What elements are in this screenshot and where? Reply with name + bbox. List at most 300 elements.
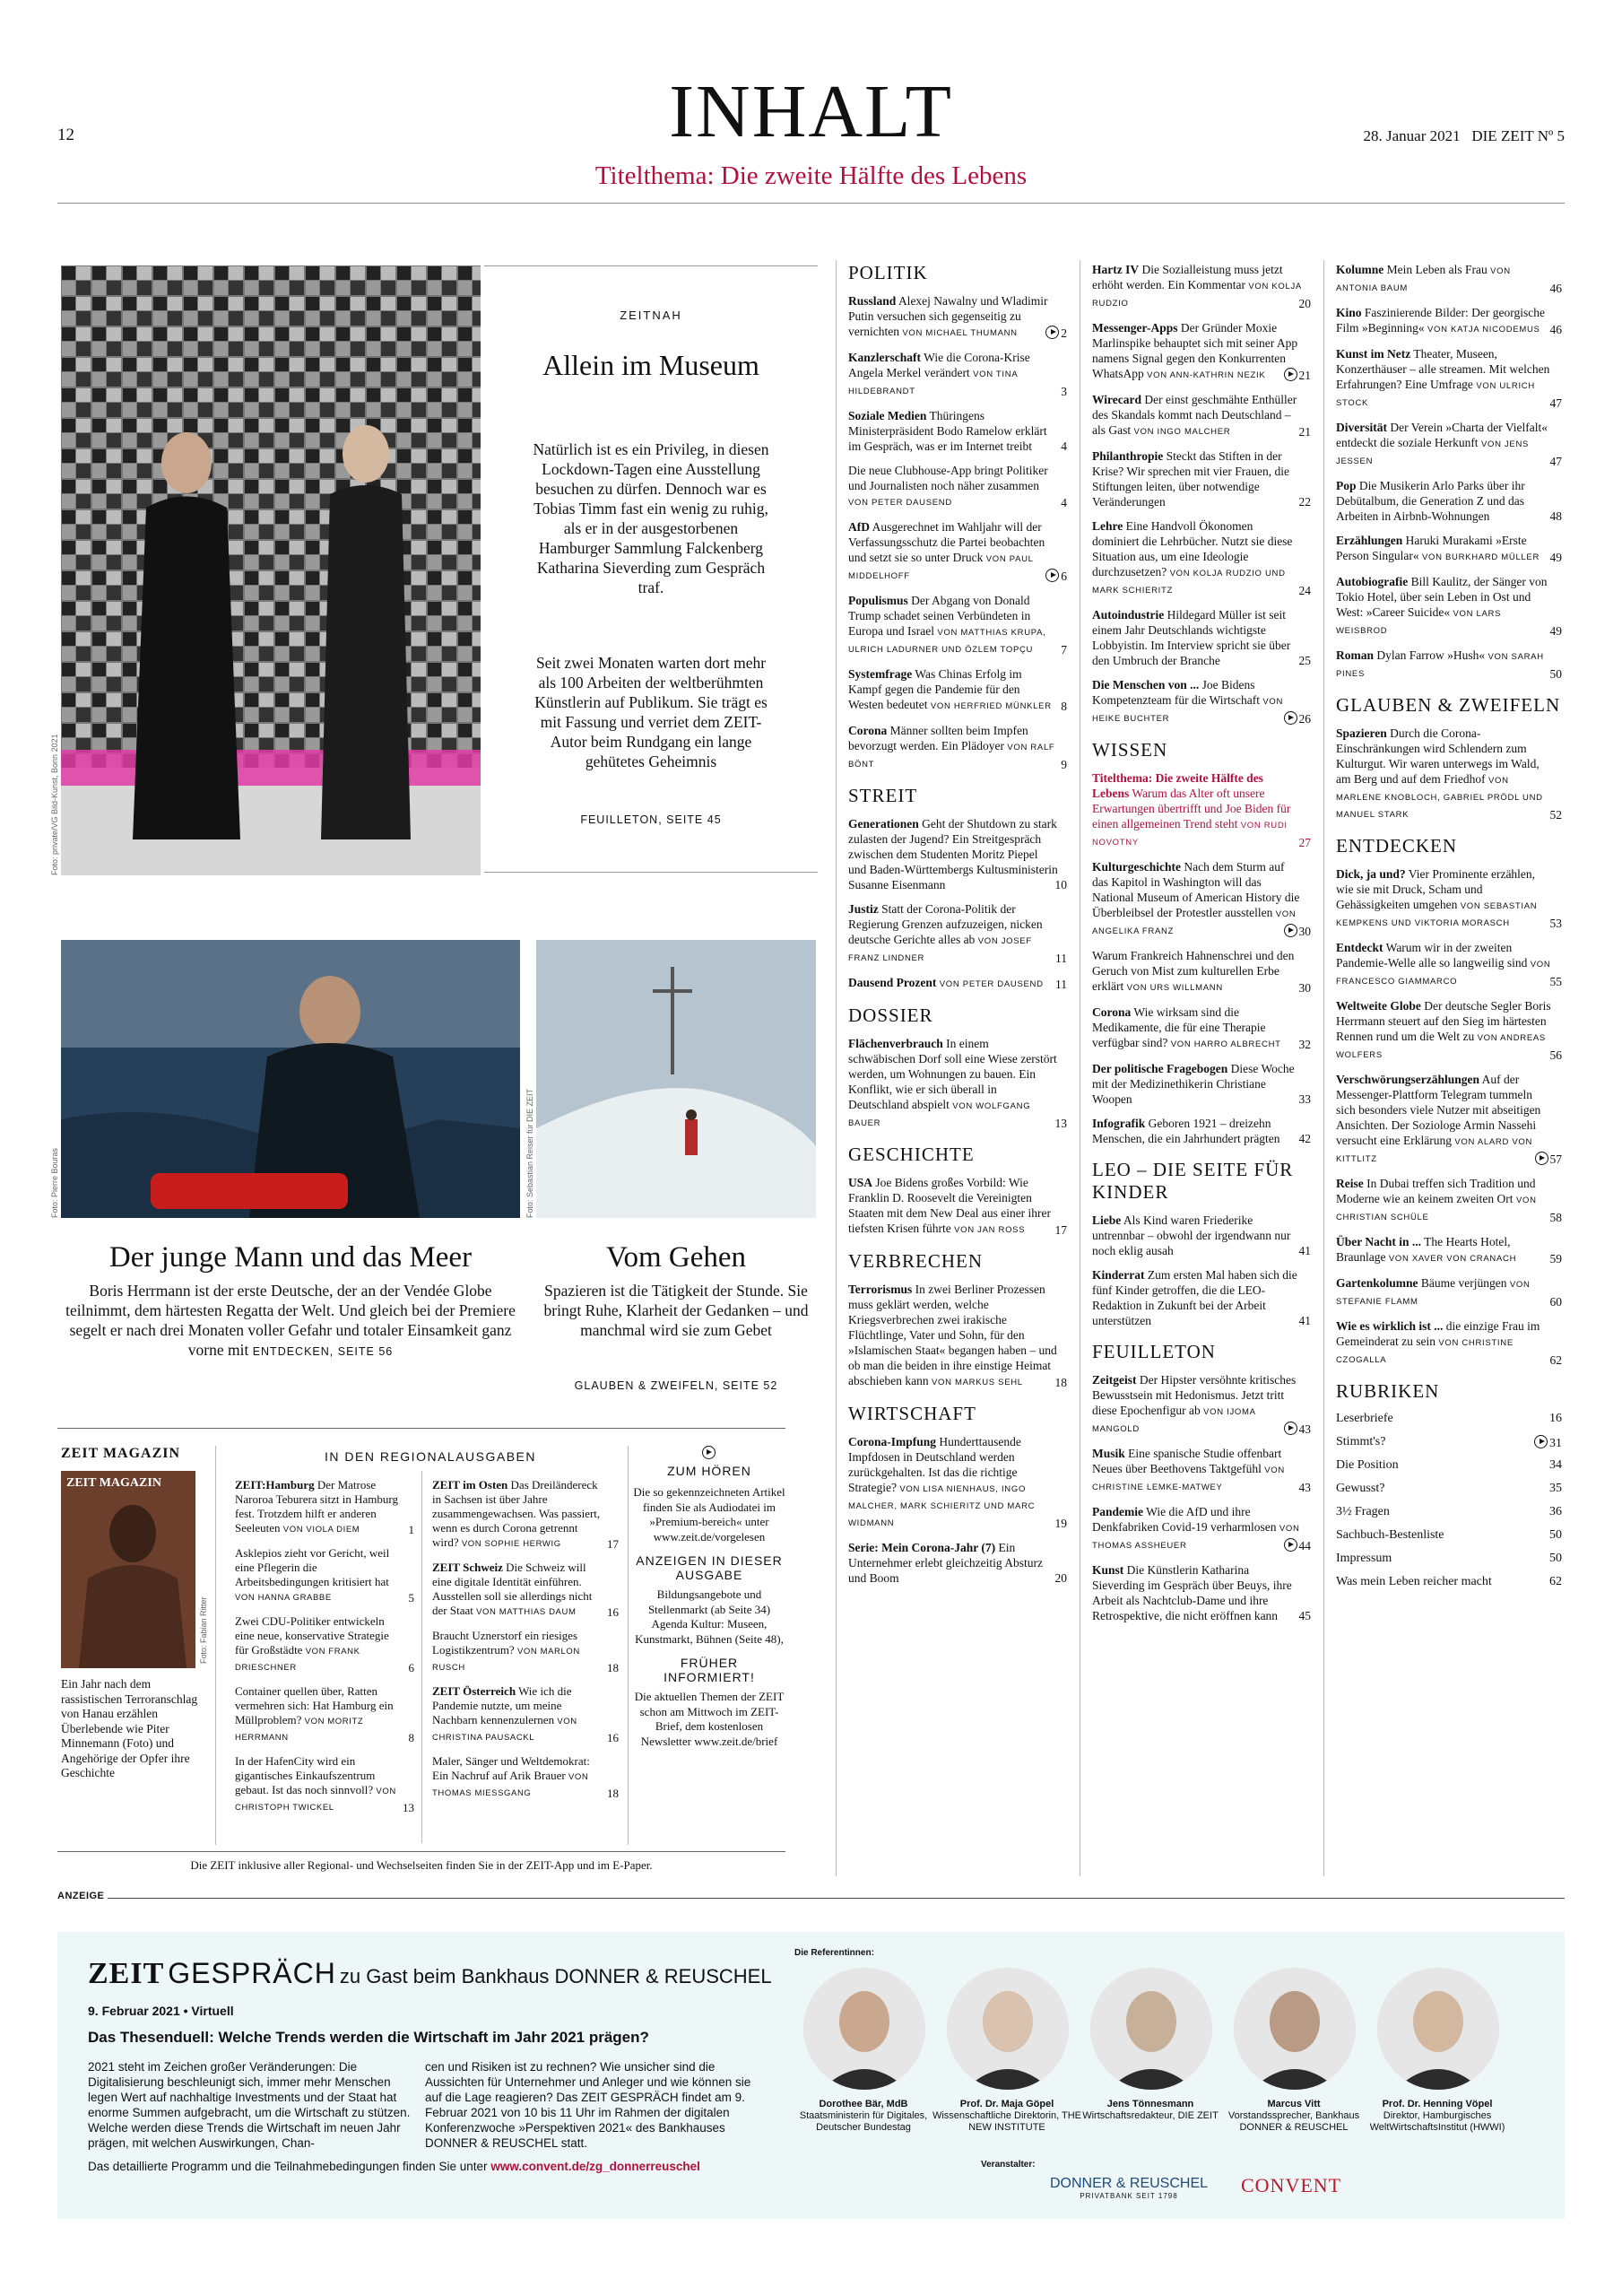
toc-entry[interactable] bbox=[848, 1540, 1067, 1586]
toc-entry-page-wrap bbox=[1296, 494, 1312, 509]
toc-entry-page: 50 bbox=[1549, 667, 1562, 681]
toc-entry-author: VON JAN ROSS bbox=[954, 1225, 1026, 1235]
regional-item[interactable] bbox=[432, 1629, 619, 1675]
speaker-photo bbox=[1090, 1968, 1212, 2090]
ad-speakers-label: Die Referentinnen: bbox=[794, 1948, 874, 1958]
toc-entry-lead: Pop bbox=[1336, 479, 1357, 492]
toc-entry[interactable] bbox=[848, 975, 1067, 992]
rubrik-item[interactable] bbox=[1336, 1552, 1562, 1566]
story-title[interactable]: Vom Gehen bbox=[605, 1241, 747, 1274]
rubrik-title: Stimmt's? bbox=[1336, 1435, 1386, 1448]
ad-organizer: Veranstalter: bbox=[981, 2160, 1036, 2170]
toc-entry-text: die einzige Frau im Gemeinderat zu sein bbox=[1336, 1319, 1540, 1348]
ad-more-text: Das detaillierte Programm und die Teilnahmebedingungen finden Sie unter bbox=[88, 2160, 488, 2173]
toc-entry-text: Geboren 1921 – dreizehn Menschen, die ein Jahrhundert prägten bbox=[1092, 1117, 1280, 1145]
toc-entry[interactable] bbox=[1336, 1318, 1562, 1368]
toc-entry[interactable] bbox=[848, 463, 1067, 510]
toc-entry[interactable] bbox=[848, 408, 1067, 454]
toc-entry-page: 21 bbox=[1298, 369, 1311, 382]
regional-item[interactable] bbox=[235, 1754, 414, 1815]
regional-item-page: 16 bbox=[607, 1731, 619, 1744]
toc-entry-text: Warum das Alter oft unsere Erwartungen übertrifft und Joe Biden für einen allgemeinen Trend steht bbox=[1092, 787, 1291, 831]
toc-entry[interactable] bbox=[1336, 648, 1562, 682]
rubrik-page-wrap bbox=[1549, 1482, 1562, 1496]
story-ref[interactable]: ENTDECKEN, SEITE 56 bbox=[252, 1345, 394, 1358]
toc-entry-page: 9 bbox=[1061, 758, 1067, 771]
regional-item[interactable] bbox=[235, 1478, 414, 1537]
play-icon[interactable] bbox=[1284, 924, 1297, 937]
speaker-photo bbox=[803, 1968, 925, 2090]
rubrik-item[interactable] bbox=[1336, 1482, 1562, 1496]
toc-entry-author: VON THOMAS ASSHEUER bbox=[1092, 1524, 1300, 1551]
toc-entry-lead: Philanthropie bbox=[1092, 449, 1164, 463]
speaker-name-text: Jens Tönnesmann bbox=[1106, 2099, 1194, 2109]
rubrik-item[interactable] bbox=[1336, 1435, 1562, 1449]
toc-entry-author: VON CHRISTIAN SCHÜLE bbox=[1336, 1196, 1537, 1222]
regional-item[interactable] bbox=[235, 1546, 414, 1605]
toc-entry-page: 46 bbox=[1549, 282, 1562, 295]
toc-entry-lead: Corona bbox=[848, 724, 888, 737]
toc-entry[interactable] bbox=[1336, 262, 1562, 296]
toc-entry-text: Der Verein »Charta der Vielfalt« entdeckt die soziale Herkunft bbox=[1336, 421, 1548, 449]
play-icon[interactable] bbox=[1284, 1422, 1297, 1435]
regional-item-text: Zwei CDU-Politiker entwickeln eine neue, konservative Strategie für Großstädte bbox=[235, 1614, 389, 1657]
toc-entry-text: Mein Leben als Frau bbox=[1386, 263, 1488, 276]
toc-entry[interactable] bbox=[1092, 1213, 1311, 1258]
sailor-photo bbox=[61, 940, 520, 1218]
rubrik-title: Impressum bbox=[1336, 1552, 1392, 1565]
regional-item-lead: ZEIT im Osten bbox=[432, 1478, 508, 1492]
toc-entry-page: 11 bbox=[1055, 952, 1067, 965]
toc-entry[interactable] bbox=[1092, 1562, 1311, 1623]
play-icon[interactable] bbox=[1045, 569, 1059, 582]
toc-entry[interactable] bbox=[1092, 1267, 1311, 1328]
toc-entry[interactable] bbox=[1092, 392, 1311, 439]
toc-entry[interactable] bbox=[848, 1036, 1067, 1131]
toc-entry-lead: Serie: Mein Corona-Jahr (7) bbox=[848, 1541, 996, 1554]
page-number: 12 bbox=[57, 126, 74, 144]
toc-entry[interactable] bbox=[1336, 726, 1562, 822]
toc-entry-text: Hunderttausende Impfdosen in Deutschland werden zurückgehalten. Ist das die richtige Strategie? bbox=[848, 1435, 1021, 1494]
toc-entry-page: 41 bbox=[1298, 1244, 1311, 1257]
rubrik-item[interactable] bbox=[1336, 1458, 1562, 1473]
toc-entry-author: VON CHRISTINE LEMKE-MATWEY bbox=[1092, 1465, 1285, 1492]
toc-entry-page-wrap bbox=[1052, 1516, 1068, 1531]
regional-item[interactable] bbox=[235, 1614, 414, 1675]
toc-entry[interactable] bbox=[1336, 940, 1562, 989]
toc-entry-text: Joe Bidens Kompetenzteam für die Wirtschaft bbox=[1092, 678, 1261, 707]
rubrik-title: Gewusst? bbox=[1336, 1482, 1385, 1495]
rubrik-item[interactable] bbox=[1336, 1528, 1562, 1543]
play-icon[interactable] bbox=[1284, 368, 1297, 381]
toc-entry-text: Eine spanische Studie offenbart Neues über Beethovens Taktgefühl bbox=[1092, 1447, 1282, 1475]
toc-entry-lead: Soziale Medien bbox=[848, 409, 927, 422]
toc-section-title: VERBRECHEN bbox=[848, 1250, 984, 1272]
toc-entry[interactable] bbox=[848, 593, 1067, 657]
regional-item-page: 8 bbox=[408, 1731, 414, 1744]
toc-entry-page: 59 bbox=[1549, 1252, 1562, 1265]
regional-item-page: 6 bbox=[408, 1661, 414, 1674]
toc-column bbox=[848, 262, 1067, 1595]
toc-entry[interactable] bbox=[1336, 1275, 1562, 1309]
toc-entry-lead: Terrorismus bbox=[848, 1283, 913, 1296]
toc-entry[interactable] bbox=[1336, 1072, 1562, 1167]
regional-item[interactable] bbox=[432, 1478, 619, 1552]
regional-item-author: VON MORITZ HERRMANN bbox=[235, 1717, 364, 1743]
toc-section-title: STREIT bbox=[848, 785, 918, 806]
toc-entry-page: 3 bbox=[1061, 385, 1067, 398]
toc-entry-author: VON PAUL MIDDELHOFF bbox=[848, 554, 1034, 581]
toc-entry-page: 43 bbox=[1298, 1481, 1311, 1494]
toc-entry-text: Die neue Clubhouse-App bringt Politiker und Journalisten noch näher zusammen bbox=[848, 464, 1048, 492]
toc-entry-page: 60 bbox=[1549, 1295, 1562, 1309]
regional-item-page: 1 bbox=[408, 1523, 414, 1536]
story-ref[interactable]: GLAUBEN & ZWEIFELN, SEITE 52 bbox=[574, 1379, 778, 1392]
toc-entry[interactable] bbox=[848, 666, 1067, 714]
ad-headline: Das Thesenduell: Welche Trends werden die Wirtschaft im Jahr 2021 prägen? bbox=[88, 2029, 649, 2046]
regional-item-text: Das Dreiländereck in Sachsen ist über Jahre zusammengewachsen. Was passiert, wenn es durch Corona getrennt wird? bbox=[432, 1478, 601, 1549]
toc-entry-lead: Kinderrat bbox=[1092, 1268, 1145, 1282]
toc-entry-page-wrap bbox=[1296, 1091, 1312, 1107]
page-title: INHALT bbox=[669, 70, 953, 153]
toc-entry-lead: Populismus bbox=[848, 594, 908, 607]
regional-item-page: 17 bbox=[607, 1537, 619, 1551]
regional-item[interactable] bbox=[432, 1684, 619, 1745]
toc-entry-author: VON FRANCESCO GIAMMARCO bbox=[1336, 960, 1551, 987]
toc-entry-page-wrap bbox=[1531, 1152, 1563, 1167]
toc-entry[interactable] bbox=[848, 293, 1067, 341]
toc-entry-author: VON URS WILLMANN bbox=[1126, 983, 1223, 993]
toc-entry-page-wrap bbox=[1547, 916, 1563, 931]
hoeren-text: Die so gekennzeichneten Artikel finden Sie als Audiodatei im »Premium-bereich« unter www.zeit.de/vorgelesen bbox=[633, 1485, 785, 1544]
toc-entry[interactable] bbox=[848, 519, 1067, 584]
rubrik-page: 31 bbox=[1549, 1437, 1562, 1450]
speaker-photo bbox=[1234, 1968, 1356, 2090]
toc-entry-page: 56 bbox=[1549, 1048, 1562, 1062]
feature-kicker: ZEITNAH bbox=[620, 309, 682, 322]
toc-entry-text: Warum Frankreich Hahnenschrei und den Geruch von Mist zum kulturellen Erbe erklärt bbox=[1092, 949, 1295, 993]
toc-entry-text: Durch die Corona-Einschränkungen wird Schlendern zum Kulturgut. Wir waren unterwegs im Wald, am Berg und auf dem Friedhof bbox=[1336, 726, 1540, 786]
toc-entry[interactable] bbox=[1092, 262, 1311, 311]
toc-entry-text: Was Chinas Erfolg im Kampf gegen die Pandemie für den Westen bedeutet bbox=[848, 667, 1022, 711]
regional-item-author: VON CHRISTOPH TWICKEL bbox=[235, 1787, 396, 1813]
toc-entry-author: VON MATTHIAS KRUPA, ULRICH LADURNER UND ÖZLEM TOPÇU bbox=[848, 628, 1046, 655]
toc-entry-page-wrap bbox=[1296, 653, 1312, 668]
regional-item-text: Container quellen über, Ratten vermehren sich: Hat Hamburg ein Müllproblem? bbox=[235, 1684, 394, 1726]
newsletter-text[interactable]: Die aktuellen Themen der ZEIT schon am Mittwoch im ZEIT-Brief, dem kostenlosen Newsletter www.zeit.de/brief bbox=[634, 1690, 785, 1748]
story-title[interactable]: Der junge Mann und das Meer bbox=[108, 1241, 473, 1274]
toc-entry-author: VON MARKUS SEHL bbox=[931, 1378, 1023, 1387]
toc-entry-page: 49 bbox=[1549, 624, 1562, 638]
toc-entry-page: 7 bbox=[1061, 643, 1067, 657]
ads-head: ANZEIGEN IN DIESER AUSGABE bbox=[636, 1553, 783, 1582]
rubrik-page: 36 bbox=[1549, 1505, 1562, 1518]
toc-entry-author: VON HARRO ALBRECHT bbox=[1170, 1039, 1281, 1049]
toc-entry[interactable] bbox=[1092, 607, 1311, 668]
toc-entry-author: VON ANTONIA BAUM bbox=[1336, 266, 1511, 293]
ad-brand-gespraech: GESPRÄCH bbox=[168, 1957, 336, 1989]
toc-entry-author: VON ANDREAS WOLFERS bbox=[1336, 1033, 1546, 1060]
toc-entry-text: Dylan Farrow »Hush« bbox=[1376, 648, 1486, 662]
rubrik-page-wrap bbox=[1549, 1552, 1562, 1566]
toc-entry[interactable] bbox=[848, 816, 1067, 892]
toc-entry-author: VON JOSEF FRANZ LINDNER bbox=[848, 936, 1032, 963]
toc-entry-text: Alexej Nawalny und Wladimir Putin versuchen sich gegenseitig zu vernichten bbox=[848, 294, 1048, 338]
toc-entry-page-wrap bbox=[1042, 326, 1067, 341]
toc-entry-page-wrap bbox=[1547, 807, 1563, 822]
regional-item-lead: ZEIT Schweiz bbox=[432, 1561, 503, 1574]
speaker-name bbox=[1074, 2099, 1227, 2122]
rubrik-page-wrap bbox=[1549, 1505, 1562, 1519]
toc-entry[interactable] bbox=[848, 1175, 1067, 1238]
toc-entry[interactable] bbox=[848, 901, 1067, 966]
toc-entry[interactable] bbox=[848, 1434, 1067, 1531]
toc-entry-page-wrap bbox=[1296, 835, 1312, 850]
ad-logo-convent: CONVENT bbox=[1241, 2174, 1342, 2196]
toc-entry-author: VON JENS JESSEN bbox=[1336, 439, 1530, 466]
rubrik-page: 50 bbox=[1549, 1552, 1562, 1565]
toc-section-title: ENTDECKEN bbox=[1336, 835, 1457, 857]
toc-entry-text: Die Sozialleistung muss jetzt erhöht werden. Ein Kommentar bbox=[1092, 263, 1283, 291]
play-icon[interactable] bbox=[1284, 711, 1297, 725]
feature-ref[interactable]: FEUILLETON, SEITE 45 bbox=[580, 813, 722, 826]
regional-item-page: 18 bbox=[607, 1787, 619, 1800]
toc-entry-page-wrap bbox=[1052, 877, 1068, 892]
rubrik-page: 34 bbox=[1549, 1458, 1562, 1472]
hoeren-head: ZUM HÖREN bbox=[667, 1464, 751, 1478]
toc-entry-page-wrap bbox=[1052, 1222, 1068, 1238]
toc-section-title: RUBRIKEN bbox=[1336, 1380, 1440, 1402]
toc-entry-page: 44 bbox=[1298, 1539, 1311, 1552]
toc-entry[interactable] bbox=[1092, 1061, 1311, 1107]
speaker-role: Wirtschaftsredakteur, DIE ZEIT bbox=[1082, 2110, 1219, 2121]
toc-entry-page-wrap bbox=[1296, 1480, 1312, 1495]
toc-entry-lead: Corona-Impfung bbox=[848, 1435, 937, 1448]
toc-entry-text: Theater, Museen, Konzerthäuser – alle streamen. Mit welchen Erfahrungen? Eine Umfrage bbox=[1336, 347, 1550, 391]
toc-entry[interactable] bbox=[1092, 1116, 1311, 1146]
toc-entry-lead: Hartz IV bbox=[1092, 263, 1140, 276]
toc-entry-page: 48 bbox=[1549, 509, 1562, 523]
toc-entry-page: 27 bbox=[1298, 836, 1311, 849]
toc-entry[interactable] bbox=[1336, 346, 1562, 411]
toc-entry-author: VON IJOMA MANGOLD bbox=[1092, 1407, 1256, 1434]
toc-entry-lead: Wirecard bbox=[1092, 393, 1141, 406]
toc-entry-lead: Musik bbox=[1092, 1447, 1125, 1460]
toc-entry-page-wrap bbox=[1547, 1352, 1563, 1368]
toc-entry-text: Haruki Murakami »Erste Person Singular« bbox=[1336, 534, 1527, 562]
toc-entry[interactable] bbox=[1336, 478, 1562, 524]
speaker-name bbox=[931, 2099, 1083, 2134]
toc-entry-text: Die Musikerin Arlo Parks über ihr Debütalbum, die Generation Z und das Arbeiten in Airbnb-Wohnungen bbox=[1336, 479, 1525, 523]
toc-entry-author: VON PETER DAUSEND bbox=[848, 498, 952, 508]
toc-entry[interactable] bbox=[1336, 420, 1562, 469]
ad-logo-bank-name: DONNER & REUSCHEL bbox=[1049, 2176, 1209, 2191]
regional-item-text: Wie ich die Pandemie nutzte, um meine Nachbarn kennenzulernen bbox=[432, 1684, 572, 1726]
toc-entry-page: 26 bbox=[1298, 712, 1311, 726]
toc-entry-author: VON SARAH PINES bbox=[1336, 652, 1544, 679]
photo-credit: Foto: Pierre Bouras bbox=[50, 1147, 59, 1218]
ad-brand bbox=[88, 1957, 772, 1991]
speaker-name-text: Dorothee Bär, MdB bbox=[819, 2099, 908, 2109]
toc-entry-page-wrap bbox=[1296, 1131, 1312, 1146]
toc-entry-lead: Messenger-Apps bbox=[1092, 321, 1178, 335]
photo-credit: Foto: Fabian Ritter bbox=[199, 1596, 208, 1664]
toc-entry[interactable] bbox=[1336, 574, 1562, 639]
toc-entry[interactable] bbox=[1336, 866, 1562, 931]
rubrik-page-wrap bbox=[1549, 1458, 1562, 1473]
toc-entry-page-wrap bbox=[1280, 711, 1312, 726]
toc-entry-author: VON CHRISTINE CZOGALLA bbox=[1336, 1338, 1514, 1365]
toc-entry-page: 49 bbox=[1549, 551, 1562, 564]
toc-entry-page: 30 bbox=[1298, 925, 1311, 938]
regional-item-lead: ZEIT:Hamburg bbox=[235, 1478, 315, 1492]
toc-entry-page: 33 bbox=[1298, 1092, 1311, 1106]
feature-text: Natürlich ist es ein Privileg, in diesen Lockdown-Tagen eine Ausstellung besuchen zu dürfen. Dennoch war es Tobias Timm fast ein wenig zu ruhig, als er in der ausgestorbenen Hamburger Sammlung Falckenberg Katharina Sieverding zum Gespräch traf. bbox=[533, 440, 769, 596]
play-icon[interactable] bbox=[1534, 1435, 1548, 1448]
toc-entry[interactable] bbox=[1092, 1446, 1311, 1495]
ad-box[interactable] bbox=[57, 1932, 1565, 2219]
toc-entry-page: 13 bbox=[1054, 1117, 1067, 1130]
toc-entry-page: 32 bbox=[1298, 1038, 1311, 1051]
cover-topic: Titelthema: Die zweite Hälfte des Lebens bbox=[594, 161, 1028, 190]
feature-title[interactable]: Allein im Museum bbox=[542, 349, 759, 381]
toc-entry-text: Bäume verjüngen bbox=[1420, 1276, 1507, 1290]
toc-entry-author: VON ANGELIKA FRANZ bbox=[1092, 909, 1297, 936]
toc-entry-page: 42 bbox=[1298, 1132, 1311, 1145]
regional-item[interactable] bbox=[432, 1561, 619, 1620]
play-icon[interactable] bbox=[1284, 1538, 1297, 1552]
play-icon[interactable] bbox=[1045, 326, 1059, 339]
toc-entry-author: VON MARLENE KNOBLOCH, GABRIEL PRÖDL UND MANUEL STARK bbox=[1336, 776, 1543, 820]
toc-entry-page: 46 bbox=[1549, 323, 1562, 336]
toc-entry[interactable] bbox=[1092, 1372, 1311, 1437]
toc-entry[interactable] bbox=[1092, 518, 1311, 598]
toc-entry-page: 47 bbox=[1549, 396, 1562, 410]
toc-entry[interactable] bbox=[1092, 770, 1311, 850]
toc-entry-page-wrap bbox=[1547, 974, 1563, 989]
toc-entry[interactable] bbox=[1092, 1504, 1311, 1553]
regional-head: IN DEN REGIONALAUSGABEN bbox=[325, 1449, 536, 1464]
toc-entry[interactable] bbox=[1336, 533, 1562, 565]
regional-item-text: Braucht Uznerstorf ein riesiges Logistikzentrum? bbox=[432, 1629, 578, 1657]
toc-entry[interactable] bbox=[1092, 320, 1311, 383]
speaker-photo bbox=[1377, 1968, 1499, 2090]
toc-entry-lead: Kunst bbox=[1092, 1563, 1124, 1577]
play-icon[interactable] bbox=[1535, 1152, 1548, 1165]
rubrik-page: 16 bbox=[1549, 1412, 1562, 1425]
toc-entry-page-wrap bbox=[1547, 396, 1563, 411]
story-text bbox=[61, 1281, 520, 1361]
toc-entry[interactable] bbox=[1336, 998, 1562, 1063]
toc-entry-lead: Die Menschen von ... bbox=[1092, 678, 1200, 691]
toc-entry-author: VON INGO MALCHER bbox=[1133, 427, 1231, 437]
toc-entry-text: Warum wir in der zweiten Pandemie-Welle alle so langweilig sind bbox=[1336, 941, 1528, 970]
toc-entry-page: 25 bbox=[1298, 654, 1311, 667]
toc-entry-lead: Kulturgeschichte bbox=[1092, 860, 1181, 874]
regional-item-author: VON HANNA GRABBE bbox=[235, 1593, 332, 1603]
regional-item-page: 13 bbox=[403, 1801, 414, 1814]
toc-entry-author: VON ULRICH STOCK bbox=[1336, 381, 1535, 408]
toc-entry-page-wrap bbox=[1547, 1048, 1563, 1063]
toc-entry[interactable] bbox=[1092, 948, 1311, 996]
toc-entry[interactable] bbox=[848, 723, 1067, 772]
toc-entry[interactable] bbox=[1092, 677, 1311, 726]
toc-entry-text: Faszinierende Bilder: Der georgische Film »Beginning« bbox=[1336, 306, 1545, 335]
toc-entry-author: VON LARS WEISBROD bbox=[1336, 609, 1502, 636]
regional-item-page: 5 bbox=[408, 1591, 414, 1605]
speaker-name bbox=[1218, 2099, 1370, 2134]
toc-entry-lead: Dick, ja und? bbox=[1336, 867, 1406, 881]
toc-entry-lead: Corona bbox=[1092, 1005, 1132, 1019]
toc-entry-page-wrap bbox=[1296, 1243, 1312, 1258]
toc-entry[interactable] bbox=[1336, 305, 1562, 337]
toc-entry-lead: Liebe bbox=[1092, 1213, 1122, 1227]
toc-entry-page-wrap bbox=[1547, 454, 1563, 469]
toc-entry-page: 20 bbox=[1054, 1571, 1067, 1585]
toc-entry[interactable] bbox=[1336, 1176, 1562, 1225]
regional-item-author: VON THOMAS MIESSGANG bbox=[432, 1772, 589, 1798]
toc-entry-lead: Systemfrage bbox=[848, 667, 913, 681]
toc-entry-author: VON ANN-KATHRIN NEZIK bbox=[1147, 370, 1266, 380]
rubrik-page: 35 bbox=[1549, 1482, 1562, 1495]
toc-section-title: POLITIK bbox=[848, 262, 928, 283]
toc-section-title: FEUILLETON bbox=[1092, 1341, 1216, 1362]
toc-entry-text: Der einst geschmähte Enthüller des Skandals kommt nach Deutschland – als Gast bbox=[1092, 393, 1297, 437]
regional-item-author: VON MARLON RUSCH bbox=[432, 1647, 580, 1673]
ad-link[interactable]: www.convent.de/zg_donnerreuschel bbox=[490, 2160, 700, 2173]
toc-entry-text: Geht der Shutdown zu stark zulasten der Jugend? Ein Streitgespräch zwischen dem Studenten Moritz Piepel und Baden-Württembergs Kultusministerin Susanne Eisenmann bbox=[848, 817, 1058, 891]
toc-entry-lead: Entdeckt bbox=[1336, 941, 1383, 954]
toc-entry-author: VON SEBASTIAN KEMPKENS UND VIKTORIA MORASCH bbox=[1336, 901, 1538, 928]
toc-entry-text: Statt der Corona-Politik der Regierung Grenzen aufzuzeigen, nicken deutsche Gerichte alles ab bbox=[848, 902, 1043, 946]
regional-item-text: Der Matrose Naroroa Teburera sitzt in Hamburg fest. Trotzdem hilft er anderen Seeleuten bbox=[235, 1478, 398, 1535]
toc-entry-page: 55 bbox=[1549, 975, 1562, 988]
regional-item-author: VON VIOLA DIEM bbox=[282, 1525, 360, 1535]
rubrik-item[interactable] bbox=[1336, 1575, 1562, 1589]
speaker-photo bbox=[947, 1968, 1069, 2090]
toc-entry-lead: Spazieren bbox=[1336, 726, 1387, 740]
toc-entry-lead: Kino bbox=[1336, 306, 1362, 319]
toc-entry-author: VON KATJA NICODEMUS bbox=[1427, 325, 1540, 335]
rubrik-page-wrap bbox=[1549, 1412, 1562, 1426]
toc-entry[interactable] bbox=[1092, 448, 1311, 509]
toc-entry-page: 41 bbox=[1298, 1314, 1311, 1327]
story-text-body: Boris Herrmann ist der erste Deutsche, der an der Vendée Globe teilnimmt, dem härtesten Regatta der Welt. Und gleich bei der Premiere segelt er nach drei Monaten voller Gefahr und totaler Einsamkeit ganz vorne mit bbox=[65, 1282, 516, 1359]
toc-entry-text: Joe Bidens großes Vorbild: Wie Franklin D. Roosevelt die Vereinigten Staaten mit dem New Deal aus einer ihrer tiefsten Krisen führte bbox=[848, 1176, 1052, 1235]
cross-photo bbox=[536, 940, 816, 1218]
ad-brand-host: zu Gast beim Bankhaus DONNER & REUSCHEL bbox=[339, 1965, 772, 1987]
toc-entry-text: The Hearts Hotel, Braunlage bbox=[1336, 1235, 1511, 1264]
toc-entry-page-wrap bbox=[1547, 281, 1563, 296]
toc-entry[interactable] bbox=[1092, 1004, 1311, 1052]
toc-entry-lead: Pandemie bbox=[1092, 1505, 1143, 1518]
toc-entry[interactable] bbox=[1336, 1234, 1562, 1266]
rubrik-item[interactable] bbox=[1336, 1505, 1562, 1519]
regional-item[interactable] bbox=[432, 1754, 619, 1801]
toc-section-title: GESCHICHTE bbox=[848, 1144, 975, 1165]
toc-entry[interactable] bbox=[848, 1282, 1067, 1390]
toc-entry-page-wrap bbox=[1296, 583, 1312, 598]
rubrik-page-wrap bbox=[1549, 1575, 1562, 1589]
toc-entry-page-wrap bbox=[1296, 1037, 1312, 1052]
toc-entry[interactable] bbox=[848, 350, 1067, 399]
magazin-cover[interactable] bbox=[61, 1471, 195, 1668]
toc-entry-author: VON HERFRIED MÜNKLER bbox=[930, 701, 1052, 711]
toc-entry[interactable] bbox=[1092, 859, 1311, 939]
rubrik-item[interactable] bbox=[1336, 1412, 1562, 1426]
regional-item[interactable] bbox=[235, 1684, 414, 1745]
toc-entry-lead: Erzählungen bbox=[1336, 534, 1403, 547]
